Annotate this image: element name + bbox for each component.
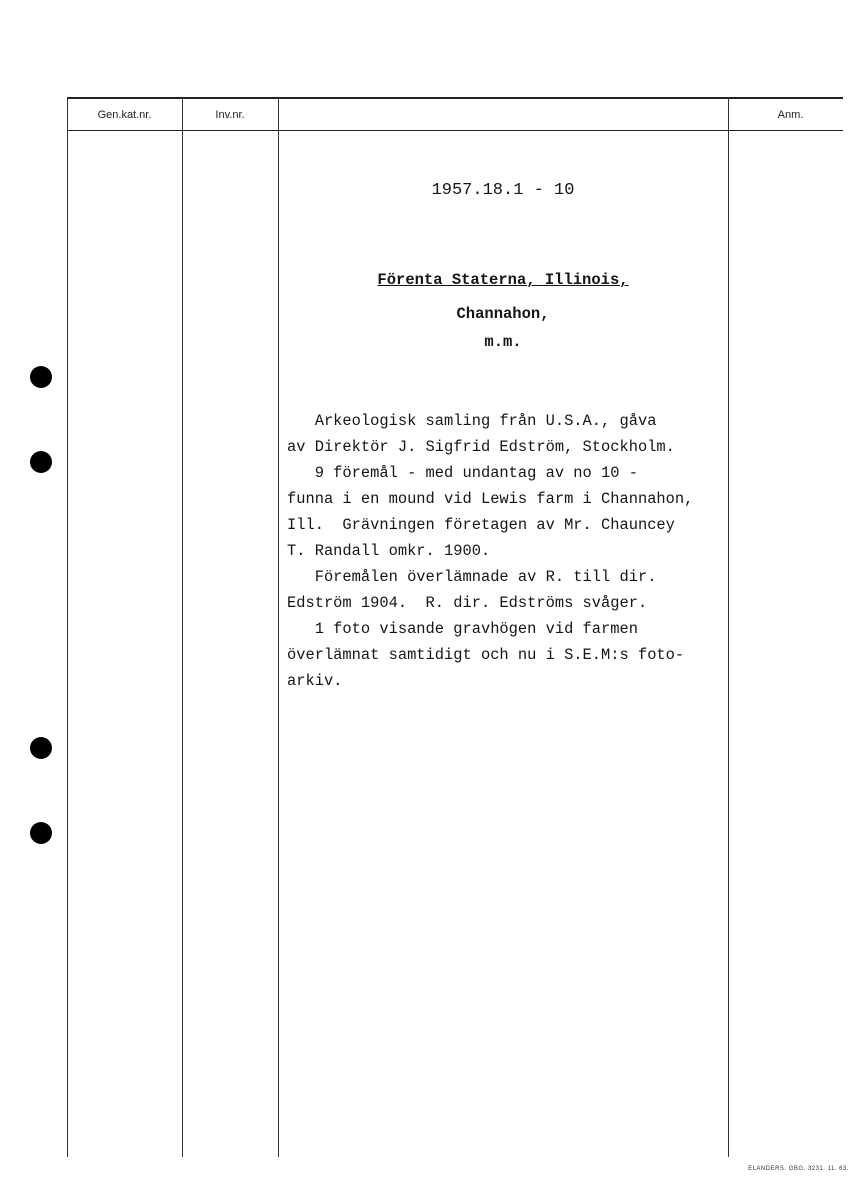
punch-hole — [30, 737, 52, 759]
column-rule-anm — [728, 97, 729, 1157]
header-main — [278, 100, 728, 130]
catalogue-number: 1957.18.1 - 10 — [431, 181, 575, 200]
header-inv-nr: Inv.nr. — [215, 109, 245, 121]
body-line: överlämnat samtidigt och nu i S.E.M:s foto- — [287, 646, 685, 664]
body-line: T. Randall omkr. 1900. — [287, 542, 491, 560]
punch-hole — [30, 366, 52, 388]
column-rule-inv — [278, 97, 279, 1157]
header-gen-kat-nr: Gen.kat.nr. — [97, 109, 152, 121]
top-rule — [67, 97, 843, 99]
body-line: funna i en mound vid Lewis farm i Channahon, — [287, 490, 694, 508]
location-country-region — [278, 271, 728, 289]
column-rule-left — [67, 97, 68, 1157]
body-line: av Direktör J. Sigfrid Edström, Stockholm. — [287, 438, 675, 456]
printer-mark: ELANDERS. GBG. 3231. 11. 63. — [748, 1166, 849, 1172]
punch-hole — [30, 451, 52, 473]
punch-hole — [30, 822, 52, 844]
column-rule-gen — [182, 97, 183, 1157]
body-line: Ill. Grävningen företagen av Mr. Chauncey — [287, 516, 675, 534]
header-rule — [67, 130, 843, 131]
header-anm: Anm. — [777, 109, 804, 121]
body-line: 1 foto visande gravhögen vid farmen — [287, 620, 638, 638]
location-more: m.m. — [484, 333, 522, 351]
body-line: 9 föremål - med undantag av no 10 - — [287, 464, 638, 482]
location-text: Förenta Staterna, Illinois, — [377, 271, 629, 289]
body-line: Föremålen överlämnade av R. till dir. — [287, 568, 657, 586]
body-line: arkiv. — [287, 672, 343, 690]
body-line: Edström 1904. R. dir. Edströms svåger. — [287, 594, 648, 612]
body-line: Arkeologisk samling från U.S.A., gåva — [287, 412, 657, 430]
location-place: Channahon, — [456, 305, 550, 323]
